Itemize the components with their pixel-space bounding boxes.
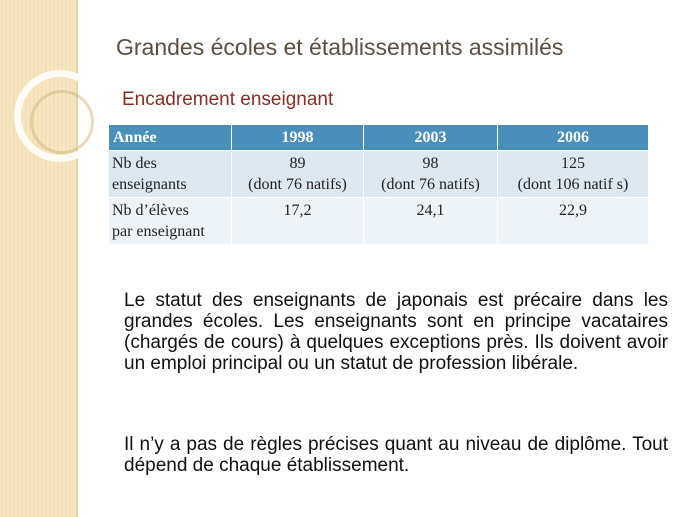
table-cell	[498, 198, 649, 245]
cell-note: (dont 106 natif s)	[517, 176, 629, 193]
row-label-line: enseignants	[112, 176, 187, 193]
table-row	[109, 151, 649, 198]
header-2003: 2003	[364, 125, 498, 151]
header-1998: 1998	[232, 125, 364, 151]
row-label-line: Nb des	[112, 155, 157, 172]
cell-note: (dont 76 natifs)	[381, 176, 480, 193]
row-label-teachers	[109, 151, 232, 198]
teachers-table	[108, 124, 649, 245]
table-cell	[364, 151, 498, 198]
paragraph-status	[124, 290, 668, 374]
paragraph-text: Le statut des enseignants de japonais est précaire dans les grandes écoles. Les enseignants sont en principe vacataires (chargés de cours) à quelques exceptions près. Ils doivent avoir un emploi principal ou un statut de profession libérale.	[124, 290, 668, 374]
table-header-row	[109, 125, 649, 151]
header-year: Année	[109, 125, 232, 151]
slide-title: Grandes écoles et établissements assimilés	[116, 34, 564, 60]
table-row	[109, 198, 649, 245]
decorative-inner-circle-icon	[30, 90, 94, 154]
table-cell	[232, 151, 364, 198]
cell-value: 22,9	[559, 202, 587, 219]
slide-subtitle: Encadrement enseignant	[122, 89, 334, 110]
row-label-line: Nb d’élèves	[112, 202, 189, 219]
paragraph-diploma	[124, 434, 668, 476]
cell-value: 125	[561, 155, 585, 172]
table-cell	[498, 151, 649, 198]
row-label-students-per-teacher	[109, 198, 232, 245]
cell-value: 24,1	[416, 202, 445, 219]
table-cell	[232, 198, 364, 245]
row-label-line: par enseignant	[112, 223, 205, 240]
table-cell	[364, 198, 498, 245]
cell-note: (dont 76 natifs)	[248, 176, 347, 193]
paragraph-text: Il n’y a pas de règles précises quant au niveau de diplôme. Tout dépend de chaque établissement.	[124, 434, 668, 476]
cell-value: 17,2	[283, 202, 312, 219]
header-2006: 2006	[498, 125, 649, 151]
cell-value: 89	[289, 155, 306, 172]
cell-value: 98	[422, 155, 439, 172]
